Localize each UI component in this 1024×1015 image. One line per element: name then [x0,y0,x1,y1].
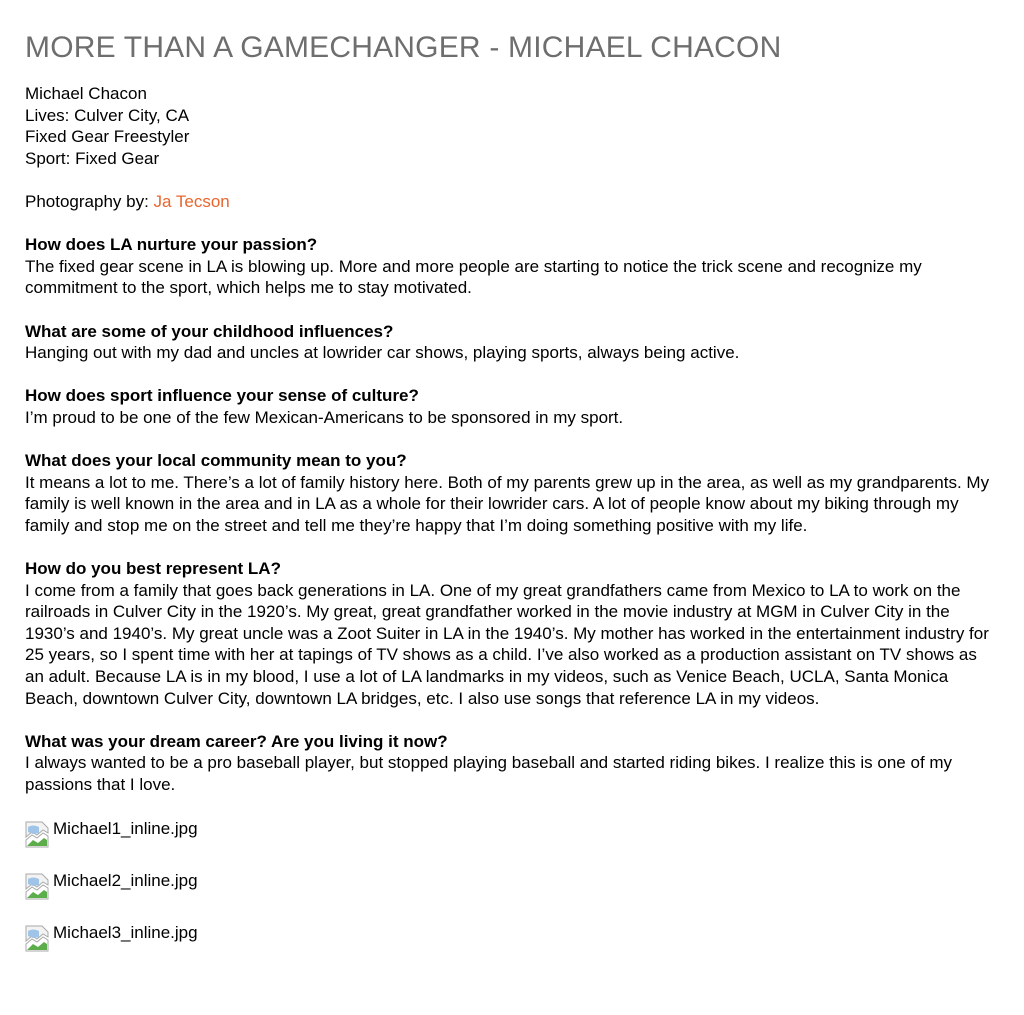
answer: I always wanted to be a pro baseball player, but stopped playing baseball and started riding bikes. I realize this is one of my passions that I love. [25,753,953,794]
bio-sport: Sport: Fixed Gear [25,148,160,168]
inline-image-2 [25,870,999,898]
bio-name: Michael Chacon [25,84,147,103]
question: What was your dream career? Are you living it now? [25,731,448,751]
bio-lives: Lives: Culver City, CA [25,105,190,125]
image-alt-text: Michael3_inline.jpg [53,922,198,942]
question: What does your local community mean to you? [25,451,407,471]
bio-block [25,83,999,169]
photo-credit [25,191,999,213]
qa-item [25,385,999,428]
qa-item [25,558,999,709]
answer: I’m proud to be one of the few Mexican-Americans to be sponsored in my sport. [25,407,624,427]
photographer-link[interactable]: Ja Tecson [153,191,230,211]
question: What are some of your childhood influences? [25,321,394,341]
bio-role: Fixed Gear Freestyler [25,127,190,147]
broken-image-icon [25,873,52,900]
image-alt-text: Michael1_inline.jpg [53,818,198,838]
answer: Hanging out with my dad and uncles at lowrider car shows, playing sports, always being active. [25,343,740,363]
answer: It means a lot to me. There’s a lot of family history here. Both of my parents grew up in the area, as well as my grandparents. My family is well known in the area and in LA as a whole for their lowrider cars. A lot of people know about my biking through my family and stop me on the street and tell me they’re happy that I’m doing something positive with my life. [25,472,990,535]
answer: I come from a family that goes back generations in LA. One of my great grandfathers came from Mexico to LA to work on the railroads in Culver City in the 1920’s. My great, great grandfather worked in the movie industry at MGM in Culver City in the 1930’s and 1940’s. My great uncle was a Zoot Suiter in LA in the 1940’s. My mother has worked in the entertainment industry for 25 years, so I spent time with her at tapings of TV shows as a child. I’ve also worked as a production assistant on TV shows as an adult. Because LA is in my blood, I use a lot of LA landmarks in my videos, such as Venice Beach, UCLA, Santa Monica Beach, downtown Culver City, downtown LA bridges, etc. I also use songs that reference LA in my videos. [25,580,989,708]
photo-credit-label: Photography by: [25,191,154,211]
inline-images [25,818,999,950]
broken-image-icon [25,925,52,952]
question: How does LA nurture your passion? [25,235,318,255]
qa-item [25,234,999,299]
qa-item [25,731,999,796]
qa-item [25,321,999,364]
broken-image-icon [25,821,52,848]
question: How does sport influence your sense of culture? [25,386,419,406]
page-title: MORE THAN A GAMECHANGER - MICHAEL CHACON [25,31,782,64]
image-alt-text: Michael2_inline.jpg [53,870,198,890]
inline-image-3 [25,922,999,950]
question: How do you best represent LA? [25,559,281,579]
qa-item [25,450,999,536]
answer: The fixed gear scene in LA is blowing up. More and more people are starting to notice the trick scene and recognize my commitment to the sport, which helps me to stay motivated. [25,256,922,298]
inline-image-1 [25,818,999,846]
